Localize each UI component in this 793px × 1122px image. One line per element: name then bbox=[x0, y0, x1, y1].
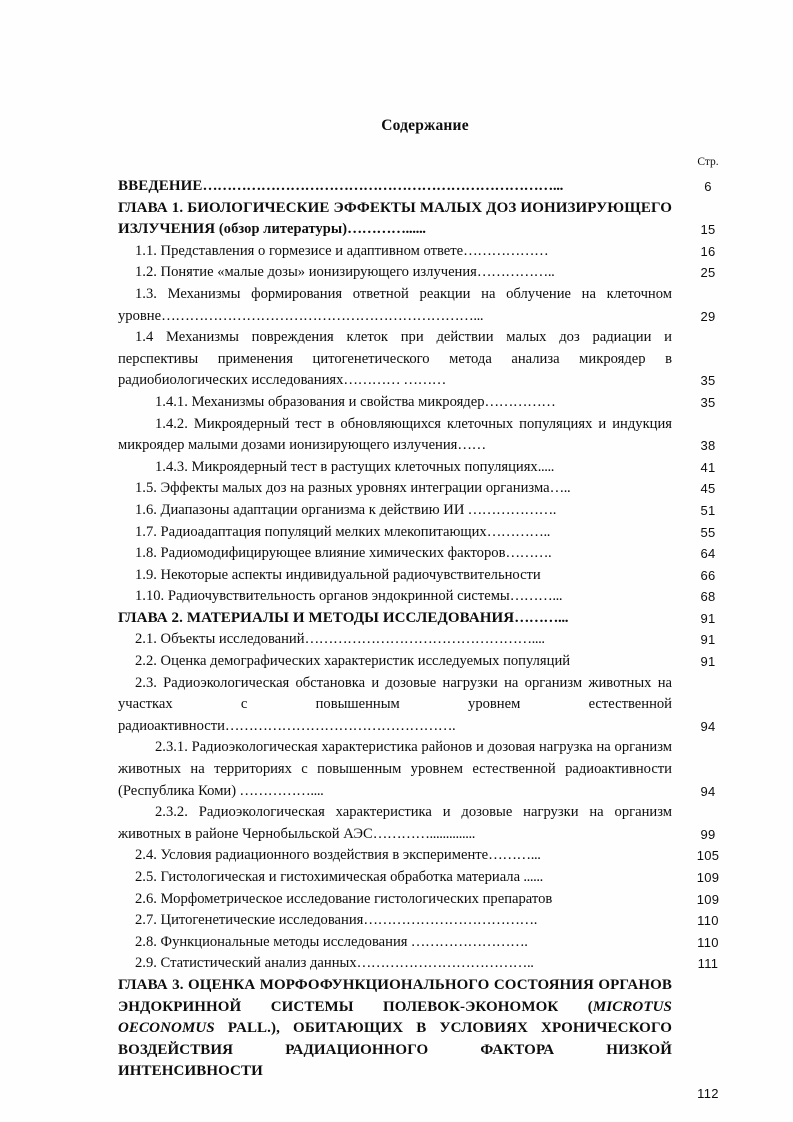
toc-entry-2-9[interactable] bbox=[118, 953, 672, 975]
toc-leader-dots: ...... bbox=[520, 869, 543, 885]
toc-page-number: 16 bbox=[700, 243, 716, 259]
toc-row bbox=[118, 284, 730, 327]
toc-entry-label: 1.7. Радиоадаптация популяций мелких млекопитающих bbox=[135, 523, 487, 540]
toc-entry-2-8[interactable] bbox=[118, 932, 672, 954]
toc-page-number: 6 bbox=[704, 179, 712, 194]
toc-entry-vvedenie[interactable] bbox=[118, 176, 672, 198]
toc-entry-label: 2.2. Оценка демографических характеристик исследуемых популяций bbox=[135, 653, 571, 670]
toc-leader-dots: ….. bbox=[549, 480, 571, 497]
toc-entry-1-4-3[interactable] bbox=[118, 457, 672, 479]
toc-page-number: 15 bbox=[700, 222, 716, 238]
toc-entry-glava-1[interactable] bbox=[118, 198, 672, 241]
toc-entry-2-1[interactable] bbox=[118, 629, 672, 651]
toc-entry-label: 2.5. Гистологическая и гистохимическая обработка материала bbox=[135, 869, 521, 885]
toc-row bbox=[118, 910, 730, 932]
toc-row bbox=[118, 414, 730, 457]
toc-entry-label: 1.1. Представления о гормезисе и адаптивном ответе bbox=[135, 242, 464, 259]
toc-row bbox=[118, 262, 730, 284]
toc-row bbox=[118, 241, 730, 263]
toc-entry-2-3[interactable] bbox=[118, 673, 672, 738]
toc-page-number: 91 bbox=[700, 654, 716, 670]
toc-row bbox=[118, 327, 730, 392]
toc-leader-dots: ………... bbox=[509, 588, 563, 605]
toc-entry-label-tail: PALL.), ОБИТАЮЩИХ В УСЛОВИЯХ ХРОНИЧЕСКОГО ВОЗДЕЙСТВИЯ РАДИАЦИОННОГО ФАКТОРА НИЗКОЙ ИНТЕНСИВНОСТИ bbox=[118, 1020, 672, 1080]
toc-page-number: 55 bbox=[700, 524, 716, 540]
toc-leader-dots: …………… bbox=[484, 393, 556, 410]
toc-leader-dots: ………. bbox=[505, 545, 552, 562]
toc-entry-1-8[interactable] bbox=[118, 543, 672, 565]
toc-entry-label: ГЛАВА 2. МАТЕРИАЛЫ И МЕТОДЫ ИССЛЕДОВАНИЯ bbox=[118, 609, 515, 626]
toc-entry-1-4-1[interactable] bbox=[118, 392, 672, 414]
toc-page-number: 41 bbox=[700, 459, 716, 475]
toc-entry-label: 2.4. Условия радиационного воздействия в эксперименте bbox=[135, 847, 489, 864]
toc-page-number: 112 bbox=[697, 1085, 719, 1101]
toc-entry-label: 2.8. Функциональные методы исследования bbox=[135, 933, 408, 950]
toc-entry-label: 1.10. Радиочувствительность органов эндокринной системы bbox=[135, 588, 510, 605]
toc-row bbox=[118, 845, 730, 867]
toc-entry-label: 2.9. Статистический анализ данных bbox=[135, 955, 357, 972]
toc-entry-species-name: MICROTUS OECONOMUS bbox=[118, 998, 672, 1037]
toc-page-number: 109 bbox=[696, 870, 720, 885]
toc-row bbox=[118, 608, 730, 630]
toc-leader-dots: …………….... bbox=[236, 782, 324, 799]
toc-leader-dots: ……………………………….. bbox=[356, 955, 534, 972]
toc-entry-suffix: (обзор литературы) bbox=[215, 221, 348, 238]
toc-leader-dots: ………………………………………………………………... bbox=[202, 178, 563, 194]
toc-entry-1-10[interactable] bbox=[118, 586, 672, 608]
toc-page-number: 94 bbox=[700, 783, 716, 799]
toc-row bbox=[118, 543, 730, 565]
toc-entry-label: ВВЕДЕНИЕ bbox=[118, 178, 203, 194]
toc-page-number: 111 bbox=[697, 956, 719, 972]
toc-entry-1-7[interactable] bbox=[118, 522, 672, 544]
toc-entry-1-5[interactable] bbox=[118, 478, 672, 500]
toc-page-number: 109 bbox=[696, 891, 720, 907]
toc-entry-label: 2.6. Морфометрическое исследование гистологических препаратов bbox=[135, 890, 553, 907]
toc-page-number: 105 bbox=[696, 848, 720, 864]
toc-leader-dots: ……………… bbox=[463, 242, 549, 259]
toc-leader-dots: ……………………. bbox=[407, 933, 528, 950]
toc-page-number: 91 bbox=[700, 632, 716, 648]
toc-row bbox=[118, 586, 730, 608]
toc-leader-dots: ………….. bbox=[486, 523, 550, 540]
toc-entry-2-2[interactable] bbox=[118, 651, 672, 673]
toc-entry-1-3[interactable] bbox=[118, 284, 672, 327]
toc-page-number: 35 bbox=[700, 373, 716, 389]
toc-entry-2-3-2[interactable] bbox=[118, 802, 672, 845]
pages-column-header: Стр. bbox=[697, 156, 719, 168]
toc-page-number: 64 bbox=[700, 546, 716, 562]
toc-page-number: 45 bbox=[700, 481, 716, 497]
toc-entry-1-1[interactable] bbox=[118, 241, 672, 263]
toc-entry-label: 2.3. Радиоэкологическая обстановка и дозовые нагрузки на организм животных на участках с повышенным уровнем естественной радиоактивности bbox=[118, 674, 672, 734]
toc-page-number: 68 bbox=[700, 589, 716, 605]
toc-page-number: 66 bbox=[700, 567, 716, 583]
toc-leader-dots: …………….. bbox=[476, 264, 555, 281]
toc-leader-dots: ………………………………………….... bbox=[304, 631, 545, 648]
toc-row bbox=[118, 737, 730, 802]
toc-entry-2-6[interactable] bbox=[118, 889, 672, 911]
toc-leader-dots: …… bbox=[457, 437, 486, 454]
toc-row bbox=[118, 629, 730, 651]
toc-leader-dots: …………………………………………………………... bbox=[161, 307, 484, 324]
toc-row bbox=[118, 478, 730, 500]
toc-page-number: 110 bbox=[697, 934, 719, 950]
toc-row bbox=[118, 392, 730, 414]
toc-row bbox=[118, 867, 730, 889]
toc-entry-label: ГЛАВА 1. БИОЛОГИЧЕСКИЕ ЭФФЕКТЫ МАЛЫХ ДОЗ ИОНИЗИРУЮЩЕГО ИЗЛУЧЕНИЯ bbox=[118, 199, 672, 238]
blank-line bbox=[118, 1083, 730, 1105]
toc-row bbox=[118, 198, 730, 241]
page-title: Содержание bbox=[381, 117, 469, 134]
toc-entry-label: 2.3.1. Радиоэкологическая характеристика районов и дозовая нагрузка на организм животных на территориях с повышенным уровнем естественной радиоактивности (Республика Коми) bbox=[118, 739, 672, 799]
toc-page-number: 51 bbox=[700, 502, 716, 518]
toc-row bbox=[118, 975, 730, 1101]
toc-row bbox=[118, 889, 730, 911]
toc-leader-dots: …………………………………………. bbox=[224, 717, 456, 734]
toc-entry-glava-3[interactable] bbox=[118, 975, 672, 1083]
toc-entry-label: 1.4.3. Микроядерный тест в растущих клеточных популяциях bbox=[155, 458, 538, 475]
toc-leader-dots: ………… ……… bbox=[343, 372, 446, 389]
toc-entry-2-5[interactable] bbox=[118, 867, 672, 889]
toc-page-number: 38 bbox=[700, 438, 716, 454]
toc-entry-2-4[interactable] bbox=[118, 845, 672, 867]
toc-row bbox=[118, 565, 730, 587]
toc-entry-label: 1.9. Некоторые аспекты индивидуальной радиочувствительности bbox=[135, 566, 541, 583]
toc-page-number: 110 bbox=[697, 913, 719, 929]
toc-entry-1-4-2[interactable] bbox=[118, 414, 672, 457]
toc-page-number: 99 bbox=[700, 826, 716, 842]
toc-entry-label: ГЛАВА 3. ОЦЕНКА МОРФОФУНКЦИОНАЛЬНОГО СОСТОЯНИЯ ОРГАНОВ ЭНДОКРИННОЙ СИСТЕМЫ ПОЛЕВОК-ЭКОНОМОК ( bbox=[118, 976, 672, 1015]
toc-page-number: 25 bbox=[700, 265, 716, 281]
toc-entry-label: 1.4.1. Механизмы образования и свойства микроядер bbox=[155, 393, 485, 410]
toc-row bbox=[118, 673, 730, 738]
toc-entry-label: 1.5. Эффекты малых доз на разных уровнях интеграции организма bbox=[135, 480, 550, 497]
toc-entry-1-6[interactable] bbox=[118, 500, 672, 522]
toc-entry-label: 2.1. Объекты исследований bbox=[135, 631, 305, 648]
toc-entry-1-4[interactable] bbox=[118, 327, 672, 392]
toc-entry-label: 2.3.2. Радиоэкологическая характеристика и дозовые нагрузки на организм животных в районе Чернобыльской АЭС bbox=[118, 804, 672, 842]
toc-row bbox=[118, 802, 730, 845]
toc-leader-dots: ………………. bbox=[464, 501, 557, 518]
toc-row bbox=[118, 932, 730, 954]
toc-leader-dots: ………………………………. bbox=[363, 912, 537, 929]
toc-leader-dots: ..... bbox=[537, 458, 554, 475]
toc-page-number: 91 bbox=[700, 610, 716, 626]
toc-entry-2-3-1[interactable] bbox=[118, 737, 672, 802]
toc-page-number: 29 bbox=[700, 308, 716, 324]
toc-leader-dots: ………... bbox=[514, 609, 569, 626]
toc-page-number: 35 bbox=[700, 394, 716, 410]
table-of-contents bbox=[118, 176, 730, 1105]
toc-entry-1-2[interactable] bbox=[118, 262, 672, 284]
toc-entry-label: 1.3. Механизмы формирования ответной реакции на облучение на клеточном уровне bbox=[118, 285, 672, 324]
toc-leader-dots: ………... bbox=[488, 847, 541, 864]
toc-leader-dots: ………….............. bbox=[372, 825, 476, 842]
toc-row bbox=[118, 176, 730, 198]
toc-entry-2-7[interactable] bbox=[118, 910, 672, 932]
toc-row bbox=[118, 651, 730, 673]
toc-row bbox=[118, 457, 730, 479]
toc-entry-label: 1.4.2. Микроядерный тест в обновляющихся клеточных популяциях и индукция микроядер малыми дозами ионизирующего излучения bbox=[118, 415, 672, 454]
toc-row bbox=[118, 953, 730, 975]
toc-entry-label: 1.6. Диапазоны адаптации организма к действию ИИ bbox=[135, 501, 465, 518]
toc-leader-dots: …………...... bbox=[347, 221, 426, 238]
toc-row bbox=[118, 500, 730, 522]
toc-entry-label: 1.2. Понятие «малые дозы» ионизирующего излучения bbox=[135, 264, 477, 281]
toc-entry-label: 1.8. Радиомодифицирующее влияние химических факторов bbox=[135, 545, 506, 562]
toc-page-number: 94 bbox=[700, 718, 716, 734]
toc-entry-label: 2.7. Цитогенетические исследования bbox=[135, 912, 364, 929]
toc-entry-glava-2[interactable] bbox=[118, 608, 672, 630]
toc-entry-1-9[interactable] bbox=[118, 565, 672, 587]
toc-row bbox=[118, 522, 730, 544]
toc-entry-label: 1.4 Механизмы повреждения клеток при действии малых доз радиации и перспективы применения цитогенетического метода анализа микроядер в радиобиологических исследованиях bbox=[118, 329, 672, 389]
